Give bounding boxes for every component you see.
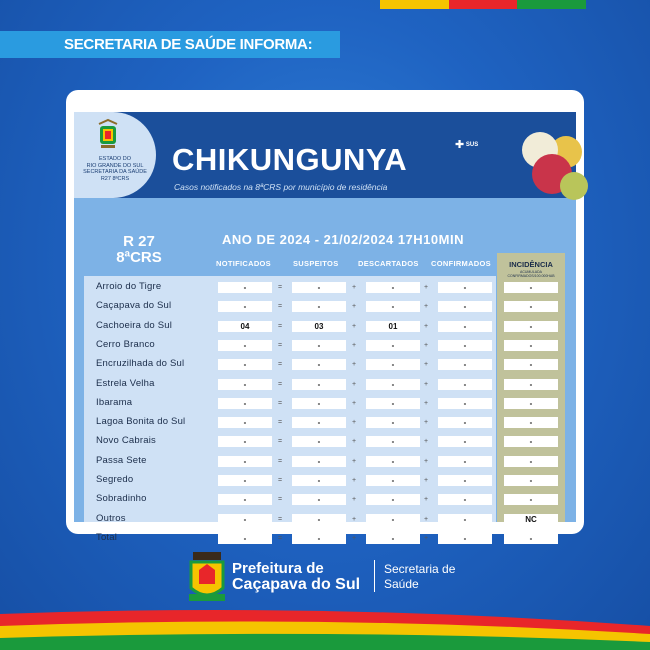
plus-sign: +: [351, 419, 357, 427]
cell-descartados: -: [366, 359, 420, 370]
municipio-name: Sobradinho: [96, 493, 147, 505]
cell-suspeitos: -: [292, 417, 346, 428]
plus-sign: +: [351, 534, 357, 542]
plus-sign: +: [423, 361, 429, 369]
stripe-red: [449, 0, 518, 9]
col-header-descartados: DESCARTADOS: [358, 259, 419, 268]
cell-confirmados: -: [438, 321, 492, 332]
poster-subtitle: Casos notificados na 8ªCRS por município de residência: [174, 182, 388, 192]
cell-confirmados: -: [438, 436, 492, 447]
cell-confirmados: -: [438, 340, 492, 351]
poster-title: CHIKUNGUNYA: [172, 142, 408, 177]
equals-sign: =: [277, 515, 283, 523]
plus-sign: +: [351, 380, 357, 388]
cell-incidencia: -: [504, 533, 558, 544]
cell-notificados: -: [218, 475, 272, 486]
cell-confirmados: -: [438, 514, 492, 525]
cell-confirmados: -: [438, 359, 492, 370]
plus-sign: +: [423, 496, 429, 504]
municipio-name: Segredo: [96, 474, 134, 485]
cell-suspeitos: -: [292, 456, 346, 467]
municipio-name: Estrela Velha: [96, 377, 155, 389]
cell-descartados: -: [366, 379, 420, 390]
cell-incidencia: -: [504, 456, 558, 467]
municipio-name: Novo Cabrais: [96, 435, 156, 447]
equals-sign: =: [277, 534, 283, 542]
plus-sign: +: [423, 284, 429, 291]
cell-suspeitos: -: [292, 436, 346, 447]
table-row: [74, 452, 565, 471]
plus-sign: +: [351, 515, 357, 523]
cell-suspeitos: -: [292, 359, 346, 370]
plus-sign: +: [423, 515, 429, 523]
cell-incidencia: -: [504, 436, 558, 447]
col-header-suspeitos: SUSPEITOS: [293, 259, 339, 268]
plus-sign: +: [351, 303, 357, 311]
faces-illustration: [504, 122, 584, 212]
cell-confirmados: -: [438, 456, 492, 467]
table-row: [74, 317, 565, 336]
plus-sign: +: [351, 438, 357, 446]
cell-incidencia: -: [504, 359, 558, 370]
cell-descartados: -: [366, 436, 420, 447]
municipio-name: Passa Sete: [96, 454, 147, 466]
municipio-name: Encruzilhada do Sul: [96, 358, 185, 370]
table-row: [74, 471, 565, 490]
plus-sign: +: [423, 322, 429, 330]
equals-sign: =: [277, 419, 283, 427]
cell-confirmados: -: [438, 475, 492, 486]
table-row: [74, 432, 565, 451]
equals-sign: =: [277, 399, 283, 407]
plus-sign: +: [351, 477, 357, 484]
region-line: 8ªCRS: [116, 249, 162, 266]
state-line: SECRETARIA DA SAÚDE: [83, 169, 147, 175]
cell-descartados: -: [366, 456, 420, 467]
municipio-name: Total: [96, 531, 118, 543]
stripe-yellow: [380, 0, 449, 9]
col-header-confirmados: CONFIRMADOS: [431, 259, 491, 268]
cell-incidencia: -: [504, 417, 558, 428]
state-line: ESTADO DO: [99, 156, 131, 162]
cell-incidencia: -: [504, 301, 558, 312]
cell-suspeitos: -: [292, 340, 346, 351]
poster-header: [74, 112, 576, 198]
municipio-name: Cachoeira do Sul: [96, 319, 173, 331]
cell-suspeitos: -: [292, 379, 346, 390]
plus-sign: +: [423, 399, 429, 407]
cell-notificados: -: [218, 456, 272, 467]
state-badge: [74, 112, 156, 198]
cell-notificados: -: [218, 398, 272, 409]
plus-sign: +: [423, 380, 429, 388]
col-header-notificados: NOTIFICADOS: [216, 259, 271, 268]
cell-notificados: 04: [218, 321, 272, 332]
equals-sign: =: [277, 457, 283, 465]
table-row: [74, 490, 565, 509]
cell-descartados: -: [366, 533, 420, 544]
state-line: R27 8ªCRS: [100, 175, 130, 182]
cell-confirmados: -: [438, 398, 492, 409]
municipio-name: Ibarama: [96, 396, 133, 408]
cacapava-coat-of-arms-icon: [185, 550, 229, 606]
cell-confirmados: -: [438, 417, 492, 428]
cell-incidencia: -: [504, 379, 558, 390]
cell-notificados: -: [218, 379, 272, 390]
year-date-line: ANO DE 2024 - 21/02/2024 17H10MIN: [222, 232, 464, 247]
municipio-name: Caçapava do Sul: [96, 300, 172, 312]
secretaria-line2: Saúde: [384, 577, 419, 591]
bottom-color-wave: [0, 608, 650, 650]
cell-suspeitos: -: [292, 301, 346, 312]
cell-descartados: 01: [366, 321, 420, 332]
prefeitura-line2: Caçapava do Sul: [232, 576, 361, 593]
prefeitura-line1: Prefeitura de: [232, 560, 324, 577]
col-header-incidencia: INCIDÊNCIA: [509, 260, 553, 269]
cell-descartados: -: [366, 301, 420, 312]
footer-divider: [374, 560, 375, 592]
cell-incidencia: -: [504, 340, 558, 351]
cell-notificados: -: [218, 533, 272, 544]
cell-suspeitos: -: [292, 533, 346, 544]
plus-sign: +: [351, 399, 357, 407]
equals-sign: =: [277, 284, 283, 291]
table-row: [74, 278, 565, 297]
state-line: RIO GRANDE DO SUL: [86, 162, 144, 169]
sus-logo: [455, 138, 478, 151]
cell-suspeitos: -: [292, 494, 346, 505]
cell-incidencia: -: [504, 321, 558, 332]
banner-title: SECRETARIA DE SAÚDE INFORMA:: [0, 31, 340, 58]
region-line: R 27: [123, 233, 155, 250]
cell-descartados: -: [366, 494, 420, 505]
bulletin-card: [66, 90, 584, 543]
plus-sign: +: [423, 303, 429, 311]
plus-sign: +: [423, 534, 429, 542]
cell-descartados: -: [366, 417, 420, 428]
municipio-name: Arroio do Tigre: [96, 281, 162, 292]
plus-sign: +: [423, 477, 429, 484]
table-row: [74, 336, 565, 355]
cell-notificados: -: [218, 282, 272, 293]
cell-suspeitos: 03: [292, 321, 346, 332]
plus-sign: +: [351, 322, 357, 330]
cell-suspeitos: -: [292, 514, 346, 525]
plus-sign: +: [351, 496, 357, 504]
plus-sign: +: [423, 341, 429, 349]
table-row: [74, 375, 565, 394]
cell-suspeitos: -: [292, 398, 346, 409]
cell-confirmados: -: [438, 379, 492, 390]
cell-descartados: -: [366, 475, 420, 486]
table-row: [74, 529, 565, 548]
equals-sign: =: [277, 477, 283, 484]
stripe-green: [517, 0, 586, 9]
cell-notificados: -: [218, 436, 272, 447]
table-row: [74, 510, 565, 529]
cell-suspeitos: -: [292, 282, 346, 293]
sus-label: SUS: [465, 142, 479, 149]
col-header-incidencia-sub: ACUMULADA CONFIRMADOS/100.000HAB: [507, 270, 555, 278]
table-row: [74, 297, 565, 316]
chikungunya-poster: [74, 112, 576, 543]
table-row: [74, 394, 565, 413]
cell-incidencia: -: [504, 282, 558, 293]
municipio-name: Cerro Branco: [96, 338, 155, 350]
equals-sign: =: [277, 496, 283, 504]
top-color-stripes: [380, 0, 586, 9]
cell-notificados: -: [218, 301, 272, 312]
cell-notificados: -: [218, 494, 272, 505]
cell-incidencia: -: [504, 398, 558, 409]
plus-sign: +: [351, 457, 357, 465]
cell-confirmados: -: [438, 533, 492, 544]
plus-sign: +: [351, 284, 357, 291]
cell-incidencia: -: [504, 494, 558, 505]
cell-notificados: -: [218, 417, 272, 428]
cell-confirmados: -: [438, 301, 492, 312]
equals-sign: =: [277, 361, 283, 369]
cell-suspeitos: -: [292, 475, 346, 486]
plus-sign: +: [351, 361, 357, 369]
cell-notificados: -: [218, 340, 272, 351]
plus-sign: +: [423, 419, 429, 427]
cell-descartados: -: [366, 282, 420, 293]
plus-sign: +: [351, 341, 357, 349]
cell-descartados: -: [366, 398, 420, 409]
equals-sign: =: [277, 303, 283, 311]
cell-incidencia: -: [504, 475, 558, 486]
table-row: [74, 355, 565, 374]
cell-notificados: -: [218, 514, 272, 525]
equals-sign: =: [277, 341, 283, 349]
cell-notificados: -: [218, 359, 272, 370]
secretaria-line1: Secretaria de: [384, 562, 456, 576]
cell-descartados: -: [366, 340, 420, 351]
cell-descartados: -: [366, 514, 420, 525]
region-label: [94, 234, 184, 266]
equals-sign: =: [277, 322, 283, 330]
cell-confirmados: -: [438, 282, 492, 293]
table-row: [74, 413, 565, 432]
cell-incidencia: NC: [504, 514, 558, 525]
municipio-name: Outros: [96, 512, 126, 524]
municipio-name: Lagoa Bonita do Sul: [96, 416, 186, 428]
cell-confirmados: -: [438, 494, 492, 505]
plus-sign: +: [423, 438, 429, 446]
plus-icon: ✚: [455, 139, 465, 151]
rs-crest-icon: [97, 120, 119, 150]
equals-sign: =: [277, 380, 283, 388]
plus-sign: +: [423, 457, 429, 465]
equals-sign: =: [277, 438, 283, 446]
